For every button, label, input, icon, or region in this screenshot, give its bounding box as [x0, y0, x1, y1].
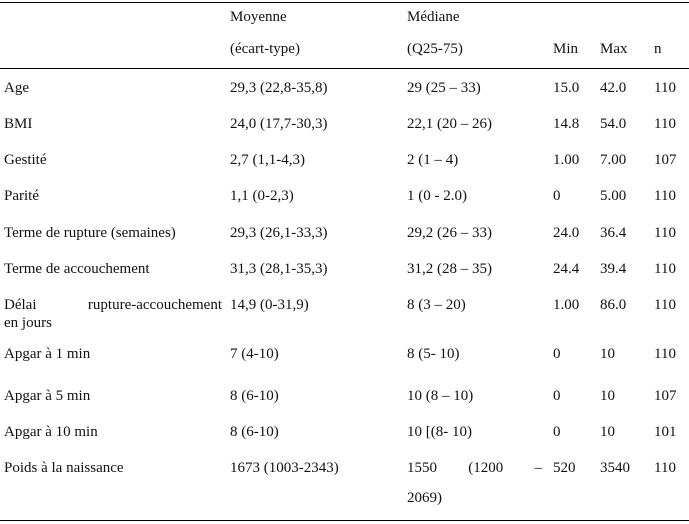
row-n: 110	[654, 346, 676, 362]
row-max: 10	[600, 388, 615, 404]
row-median: 8 (3 – 20)	[407, 297, 466, 313]
header-bottom-rule	[0, 68, 689, 69]
row-mean: 1,1 (0-2,3)	[230, 188, 294, 204]
header-ecart-type: (écart-type)	[230, 41, 300, 57]
row-min: 0	[553, 424, 561, 440]
row-mean: 8 (6-10)	[230, 388, 279, 404]
row-median-word: 1550	[407, 460, 437, 476]
row-median: 31,2 (28 – 35)	[407, 261, 492, 277]
row-median: 10 (8 – 10)	[407, 388, 474, 404]
row-label-word: rupture-accouchement	[87, 297, 222, 313]
row-n: 101	[654, 424, 677, 440]
row-min: 24.0	[553, 225, 580, 241]
row-n: 110	[654, 188, 676, 204]
row-max: 86.0	[600, 297, 627, 313]
row-n: 110	[654, 80, 676, 96]
row-max: 5.00	[600, 188, 627, 204]
row-min: 1.00	[553, 297, 580, 313]
row-label-word: Délai	[4, 297, 37, 313]
row-n: 110	[654, 297, 676, 313]
row-label-line1	[4, 296, 222, 314]
row-min: 0	[553, 346, 561, 362]
row-n: 110	[654, 460, 676, 476]
row-mean: 14,9 (0-31,9)	[230, 297, 309, 313]
row-mean: 31,3 (28,1-35,3)	[230, 261, 328, 277]
row-median: 29,2 (26 – 33)	[407, 225, 492, 241]
row-max: 7.00	[600, 152, 627, 168]
header-max: Max	[600, 41, 628, 57]
header-min: Min	[553, 41, 579, 57]
row-median: 22,1 (20 – 26)	[407, 116, 492, 132]
row-max: 10	[600, 424, 615, 440]
row-label: Terme de rupture (semaines)	[4, 225, 176, 241]
row-max: 54.0	[600, 116, 627, 132]
row-label: Terme de accouchement	[4, 261, 150, 277]
row-median: 2 (1 – 4)	[407, 152, 459, 168]
header-q25-75: (Q25-75)	[407, 41, 463, 57]
table-bottom-rule	[0, 520, 689, 521]
row-n: 110	[654, 116, 676, 132]
row-median-word: –	[534, 460, 542, 476]
row-label: Parité	[4, 188, 39, 204]
row-label: Apgar à 5 min	[4, 388, 91, 404]
row-median: 29 (25 – 33)	[407, 80, 481, 96]
row-label: BMI	[4, 116, 33, 132]
row-n: 107	[654, 388, 677, 404]
row-n: 107	[654, 152, 677, 168]
row-median: 8 (5- 10)	[407, 346, 460, 362]
row-min: 15.0	[553, 80, 580, 96]
row-mean: 2,7 (1,1-4,3)	[230, 152, 305, 168]
row-label: Apgar à 1 min	[4, 346, 91, 362]
row-n: 110	[654, 225, 676, 241]
header-n: n	[654, 41, 662, 57]
row-mean: 29,3 (22,8-35,8)	[230, 80, 328, 96]
row-min: 14.8	[553, 116, 580, 132]
row-mean: 7 (4-10)	[230, 346, 279, 362]
row-label: Gestité	[4, 152, 47, 168]
table-top-rule	[0, 2, 689, 3]
row-mean: 29,3 (26,1-33,3)	[230, 225, 328, 241]
row-median-line1	[407, 459, 542, 477]
row-median: 1 (0 - 2.0)	[407, 188, 467, 204]
row-min: 0	[553, 388, 561, 404]
header-moyenne: Moyenne	[230, 9, 287, 25]
row-max: 42.0	[600, 80, 627, 96]
row-label-line2: en jours	[4, 315, 52, 331]
row-median-line2: 2069)	[407, 490, 442, 506]
row-label: Age	[4, 80, 29, 96]
row-n: 110	[654, 261, 676, 277]
row-label: Poids à la naissance	[4, 460, 124, 476]
row-min: 24.4	[553, 261, 580, 277]
row-max: 39.4	[600, 261, 627, 277]
row-mean: 8 (6-10)	[230, 424, 279, 440]
row-min: 1.00	[553, 152, 580, 168]
row-mean: 24,0 (17,7-30,3)	[230, 116, 328, 132]
row-median-word: (1200	[468, 460, 504, 476]
row-median: 10 [(8- 10)	[407, 424, 472, 440]
header-mediane: Médiane	[407, 9, 460, 25]
row-max: 3540	[600, 460, 630, 476]
row-mean: 1673 (1003-2343)	[230, 460, 339, 476]
row-label: Apgar à 10 min	[4, 424, 98, 440]
row-min: 0	[553, 188, 561, 204]
row-max: 10	[600, 346, 615, 362]
row-max: 36.4	[600, 225, 627, 241]
row-min: 520	[553, 460, 576, 476]
